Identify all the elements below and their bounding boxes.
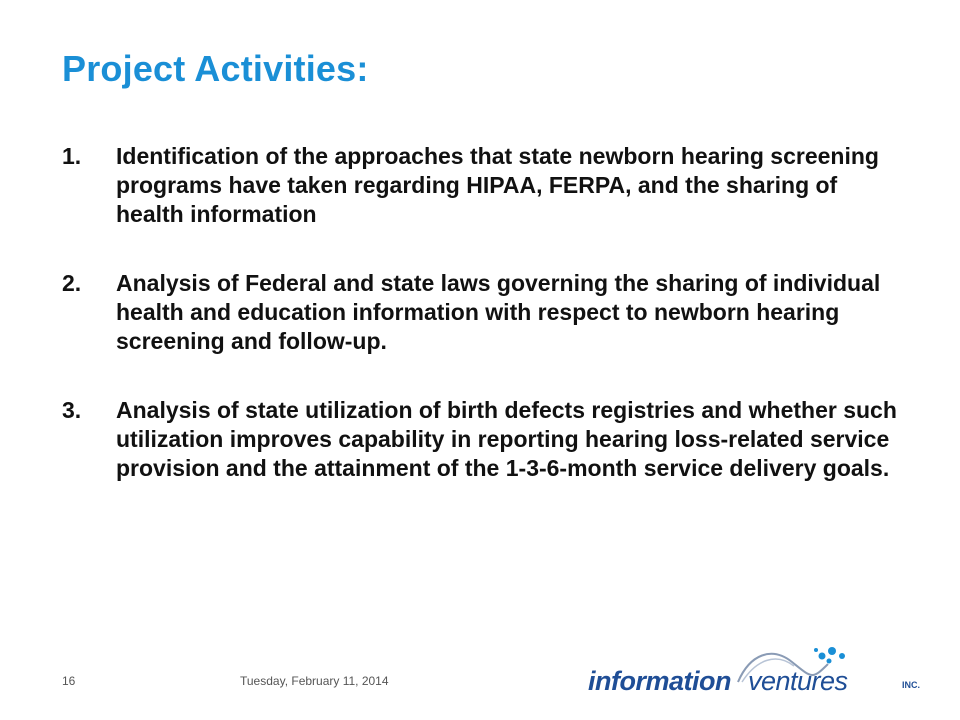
footer-date: Tuesday, February 11, 2014 [240, 674, 389, 688]
item-number: 2. [62, 270, 82, 296]
item-number: 1. [62, 143, 82, 169]
company-logo [582, 642, 927, 702]
page-number: 16 [62, 674, 76, 688]
item-text: Identification of the approaches that state newborn hearing screening programs have taken regarding HIPAA, FERPA, and the sharing of health information [116, 143, 879, 227]
logo-word-information: information [588, 666, 731, 696]
list-item [62, 269, 902, 356]
logo-suffix: INC. [902, 680, 920, 690]
slide-title: Project Activities: [62, 48, 369, 89]
item-text: Analysis of state utilization of birth defects registries and whether such utilization improves capability in reporting hearing loss-related service provision and the attainment of the 1-3-6-month service delivery goals. [116, 397, 897, 481]
logo-word-ventures: ventures [748, 666, 848, 696]
item-text: Analysis of Federal and state laws governing the sharing of individual health and education information with respect to newborn hearing screening and follow-up. [116, 270, 881, 354]
item-number: 3. [62, 397, 82, 423]
activities-list [62, 142, 902, 523]
list-item [62, 142, 902, 229]
list-item [62, 396, 902, 483]
